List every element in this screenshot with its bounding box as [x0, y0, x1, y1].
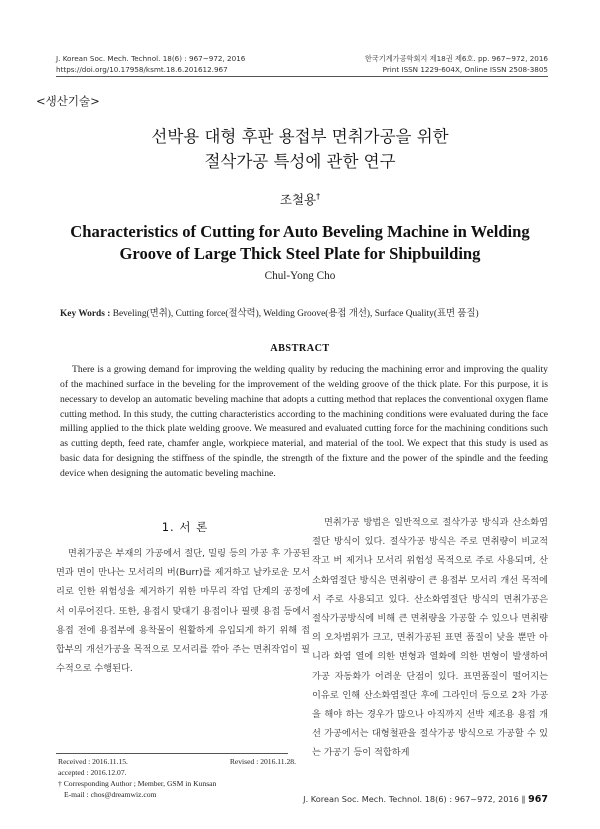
revised-date: Revised : 2016.11.28. [229, 757, 296, 766]
abstract-heading: ABSTRACT [270, 343, 330, 354]
korean-title-line1: 선박용 대형 후판 용접부 면취가공을 위한 [151, 127, 449, 146]
korean-author [0, 190, 600, 208]
journal-citation: J. Korean Soc. Mech. Technol. 18(6) : 967~972, 2016 [56, 54, 246, 63]
corresponding-author: † Corresponding Author ; Member, GSM in Kunsan [58, 779, 217, 788]
english-author: Chul-Yong Cho [264, 270, 336, 282]
footnote-rule [56, 753, 288, 754]
accepted-date: accepted : 2016.12.07. [58, 768, 127, 777]
corresponding-mark: † [316, 191, 321, 201]
journal-citation-korean: 한국기계가공학회지 제18권 제6호. pp. 967~972, 2016 [364, 54, 548, 63]
running-header-right [365, 54, 548, 75]
header-rule [56, 76, 548, 77]
introduction-heading: 1. 서 론 [161, 520, 209, 534]
abstract-text: There is a growing demand for improving the welding quality by reducing the machining error and improving the quality of the machined surface in the beveling for the improvement of the welding groove of the thick plate. For this purpose, it is necessary to develop an automatic beveling machine that adopts a cutting method that replaces the conventional oxygen flame cutting method. In this study, the cutting characteristics according to the machining conditions were evaluated during the face milling applied to the thick plate welding groove. We measured and evaluated cutting force for the machining conditions such as cutting depth, feed rate, chamfer angle, workpiece material, and material of the tool. We expect that this study is used as basic data for designing the stiffness of the spindle, the strength of the fixture and the power of the spindle and the feeding device when designing the automatic beveling machine. [60, 364, 548, 479]
footnote-dates [58, 756, 296, 767]
page-number: 967 [528, 794, 548, 805]
introduction-left-column: 면취가공은 부재의 가공에서 절단, 밀링 등의 가공 후 가공된 면과 면이 만나는 모서리의 버(Burr)를 제거하고 날카로운 모서리로 인한 위험성을 제거하기 위한 마무리 작업 단계의 공정에서 이루어진다. 또한, 용접시 맞대기 용접이나 필렛 용접 등에서 용접 전에 용접부에 용착물이 원활하게 유입되게 하기 위해 접합부의 개선가공을 목적으로 모서리를 깎아 주는 면취작업이 필수적으로 수행된다. [56, 548, 310, 675]
footer-citation: J. Korean Soc. Mech. Technol. 18(6) : 967~972, 2016 [303, 794, 519, 804]
korean-title [0, 124, 600, 174]
doi-link[interactable]: https://doi.org/10.17958/ksmt.18.6.201612.967 [56, 64, 228, 74]
received-date: Received : 2016.11.15. [58, 757, 128, 766]
english-title-line2: Groove of Large Thick Steel Plate for Shipbuilding [119, 244, 481, 263]
issn-line: Print ISSN 1229-604X, Online ISSN 2508-3805 [382, 64, 548, 74]
running-header-left [56, 54, 245, 75]
page-footer [303, 794, 548, 805]
korean-title-line2: 절삭가공 특성에 관한 연구 [204, 152, 396, 171]
korean-author-name: 조철용 [279, 192, 317, 207]
keywords-label: Key Words : [60, 309, 111, 319]
author-email[interactable]: E-mail : chos@dreamwiz.com [64, 790, 157, 799]
footer-separator: ∥ [521, 794, 526, 804]
keywords-text: Beveling(면취), Cutting force(절삭력), Welding Groove(용접 개선), Surface Quality(표면 품질) [112, 309, 479, 319]
keywords [60, 305, 550, 319]
english-title [40, 221, 560, 265]
english-title-line1: Characteristics of Cutting for Auto Beveling Machine in Welding [70, 222, 530, 241]
section-tag: <생산기술> [36, 94, 100, 108]
introduction-right-column: 면취가공 방법은 일반적으로 절삭가공 방식과 산소화염절단 방식이 있다. 절삭가공 방식은 주로 면취량이 비교적 작고 버 제거나 모서리 위험성 목적으로 주로 사용되며, 산소화염절단 방식은 면취량이 큰 용접부 모서리 개선 목적에서 주로 사용되고 있다. 산소화염절단 방식의 면취가공은 절삭가공방식에 비해 큰 면취량을 가공할 수 있으나 면취량의 오차범위가 크고, 면취가공된 표면 품질이 낮을 뿐만 아니라 화염 열에 의한 변형과 열화에 의한 변형이 발생하여 가공 자동화가 어려운 단점이 있다. 표면품질이 떨어지는 이유로 인해 산소화염절단 후에 그라인더 등으로 2차 가공을 해야 하는 경우가 많으나 아직까지 선박 제조용 용접 개선 가공에서는 대형철판을 절삭가공 방식으로 가공할 수 있는 가공기 등이 적합하게 [312, 517, 548, 759]
